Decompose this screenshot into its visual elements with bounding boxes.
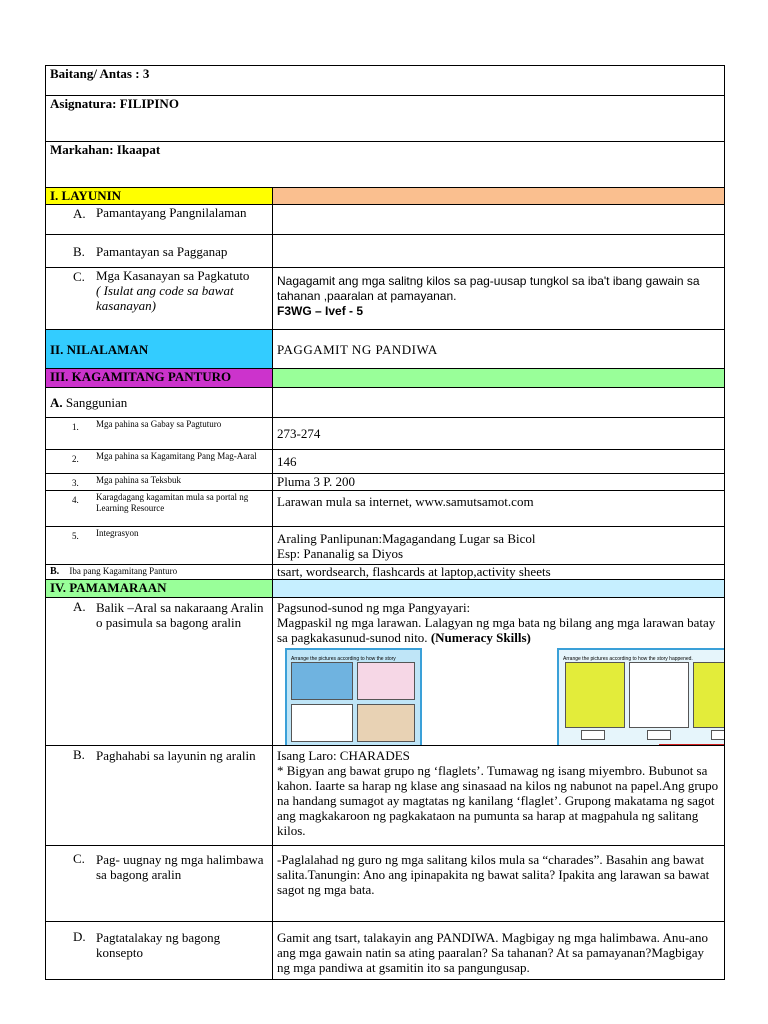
ref-number: 2. bbox=[72, 454, 79, 464]
ref-value: 146 bbox=[273, 450, 725, 474]
ref-row bbox=[46, 474, 725, 491]
ref-label-cell bbox=[46, 527, 273, 565]
pag-uugnay-label: Pag- uugnay ng mga halimbawa sa bagong aralin bbox=[96, 852, 264, 882]
layunin-header-row bbox=[46, 188, 725, 205]
kasanayan-cell bbox=[46, 268, 273, 330]
pagtatalakay-cell bbox=[46, 922, 273, 980]
scene-yawn-image bbox=[291, 704, 353, 742]
sequencing-pictures bbox=[277, 645, 720, 745]
ref-label: Mga pahina sa Kagamitang Pang Mag-Aaral bbox=[96, 451, 257, 461]
item-letter: B. bbox=[50, 566, 60, 577]
ref-number: 5. bbox=[72, 531, 79, 541]
charades-instructions: * Bigyan ang bawat grupo ng ‘flaglets’. Tumawag ng isang miyembro. Bubunot sa kahon. Iaarte sa harap ng klase ang sinasaad na kilos ng nabunot na papel.Ang grupo na handang sumagot ay magtatas ng kanilang ‘flaglet’. Grupong makatama ng sagot ang magkakaroon ng pagkakataon na pumunta sa harap at magpahula ng salitang kilos. bbox=[277, 763, 719, 838]
paghahabi-row bbox=[46, 746, 725, 846]
kagamitan-heading: III. KAGAMITANG PANTURO bbox=[46, 369, 273, 388]
ref-label: Mga pahina sa Gabay sa Pagtuturo bbox=[96, 419, 222, 429]
sanggunian-cell bbox=[46, 388, 273, 418]
subject-row bbox=[46, 96, 725, 142]
ref-label-cell bbox=[46, 418, 273, 450]
integrasyon-ap: Araling Panlipunan:Magagandang Lugar sa Bicol bbox=[277, 531, 536, 546]
lesson-plan-table bbox=[45, 65, 725, 980]
kagamitan-header-fill bbox=[273, 369, 725, 388]
ref-value: Larawan mula sa internet, www.samutsamot.com bbox=[273, 491, 725, 527]
kasanayan-note: ( Isulat ang code sa bawat kasanayan) bbox=[96, 283, 234, 313]
ref-label: Mga pahina sa Teksbuk bbox=[96, 475, 181, 485]
quarter-row bbox=[46, 142, 725, 188]
pamantayang-pangnilalaman-value bbox=[273, 205, 725, 235]
balik-aral-instructions: Magpaskil ng mga larawan. Lalagyan ng mga bata ng bilang ang mga larawan batay sa pagkakasunud-sunod nito. bbox=[277, 615, 716, 645]
scene-window-image bbox=[291, 662, 353, 700]
kasanayan-label: Mga Kasanayan sa Pagkatuto bbox=[96, 268, 250, 283]
pamantayan-pagganap-value bbox=[273, 235, 725, 268]
scene-boy-image bbox=[357, 662, 415, 700]
pag-uugnay-row bbox=[46, 846, 725, 922]
nilalaman-value: PAGGAMIT NG PANDIWA bbox=[273, 330, 725, 369]
ref-label: Integrasyon bbox=[96, 528, 139, 538]
balik-aral-cell bbox=[46, 598, 273, 746]
pagtatalakay-row bbox=[46, 922, 725, 980]
layunin-heading: I. LAYUNIN bbox=[46, 188, 273, 205]
scene-child-1-image bbox=[565, 662, 625, 728]
pag-uugnay-cell bbox=[46, 846, 273, 922]
charades-title: Isang Laro: CHARADES bbox=[277, 748, 410, 763]
answer-box bbox=[711, 730, 725, 740]
nilalaman-heading: II. NILALAMAN bbox=[46, 330, 273, 369]
item-letter: B. bbox=[73, 244, 85, 259]
answer-box bbox=[581, 730, 605, 740]
item-letter: B. bbox=[73, 747, 85, 762]
pagtatalakay-value-cell bbox=[273, 922, 725, 980]
ref-label-cell bbox=[46, 491, 273, 527]
grade-row bbox=[46, 66, 725, 96]
iba-pang-kagamitan-row bbox=[46, 565, 725, 580]
balik-aral-title: Pagsunod-sunod ng mga Pangyayari: bbox=[277, 600, 471, 615]
ref-label: Karagdagang kagamitan mula sa portal ng Learning Resource bbox=[96, 492, 249, 513]
kasanayan-value: Nagagamit ang mga salitng kilos sa pag-uusap tungkol sa iba't ibang gawain sa tahanan ,paaralan at pamayanan. bbox=[277, 274, 700, 303]
balik-aral-row bbox=[46, 598, 725, 746]
scene-child-2-image bbox=[629, 662, 689, 728]
iba-pang-kagamitan-value: tsart, wordsearch, flashcards at laptop,activity sheets bbox=[273, 565, 725, 580]
pamantayang-pangnilalaman-label: Pamantayang Pangnilalaman bbox=[96, 205, 247, 220]
ref-value: Pluma 3 P. 200 bbox=[273, 474, 725, 491]
pag-uugnay-value: -Paglalahad ng guro ng mga salitang kilos mula sa “charades”. Basahin ang bawat salita.Tanungin: Ano ang ipinapakita ng bawat salita? Ipakita ang larawan sa bawat sagot ng mga bata. bbox=[273, 846, 725, 922]
kagamitan-header-row bbox=[46, 369, 725, 388]
ref-row bbox=[46, 418, 725, 450]
sequence-picture-right bbox=[557, 648, 725, 746]
paghahabi-value-cell bbox=[273, 746, 725, 846]
sanggunian-label: Sanggunian bbox=[65, 395, 128, 410]
ref-row bbox=[46, 450, 725, 474]
ref-number: 4. bbox=[72, 495, 79, 505]
paghahabi-cell bbox=[46, 746, 273, 846]
integrasyon-value-cell bbox=[273, 527, 725, 565]
layunin-header-fill bbox=[273, 188, 725, 205]
layunin-a-row bbox=[46, 205, 725, 235]
grade-label: Baitang/ Antas : 3 bbox=[46, 66, 725, 96]
picture-title: Arrange the pictures according to how the story happened. bbox=[563, 656, 693, 662]
iba-pang-kagamitan-label: Iba pang Kagamitang Panturo bbox=[69, 566, 178, 576]
pagtatalakay-label: Pagtatalakay ng bagong konsepto bbox=[96, 930, 221, 960]
ref-value: 273-274 bbox=[273, 418, 725, 450]
scene-bed-image bbox=[357, 704, 415, 742]
pamantayang-pangnilalaman-cell bbox=[46, 205, 273, 235]
ref-label-cell bbox=[46, 450, 273, 474]
item-letter: A. bbox=[73, 206, 86, 221]
sequence-picture-left bbox=[285, 648, 422, 746]
sanggunian-value bbox=[273, 388, 725, 418]
pamantayan-pagganap-cell bbox=[46, 235, 273, 268]
integrasyon-esp: Esp: Pananalig sa Diyos bbox=[277, 546, 404, 561]
sanggunian-row bbox=[46, 388, 725, 418]
item-letter: A. bbox=[73, 599, 86, 614]
pamamaraan-header-fill bbox=[273, 580, 725, 598]
kasanayan-code: F3WG – Ivef - 5 bbox=[277, 304, 364, 318]
item-letter: C. bbox=[73, 269, 85, 284]
balik-aral-value-cell bbox=[273, 598, 725, 746]
iba-pang-kagamitan-cell bbox=[46, 565, 273, 580]
picture-title: Arrange the pictures according to how the story bbox=[291, 656, 396, 662]
layunin-b-row bbox=[46, 235, 725, 268]
numeracy-skills-label: (Numeracy Skills) bbox=[430, 630, 531, 645]
ref-number: 3. bbox=[72, 478, 79, 488]
pamamaraan-heading: IV. PAMAMARAAN bbox=[46, 580, 273, 598]
kasanayan-value-cell bbox=[273, 268, 725, 330]
item-letter: D. bbox=[73, 929, 86, 944]
answer-box bbox=[647, 730, 671, 740]
paghahabi-label: Paghahabi sa layunin ng aralin bbox=[96, 748, 256, 763]
subject-label: Asignatura: FILIPINO bbox=[46, 96, 725, 142]
item-letter: A. bbox=[50, 395, 63, 410]
pamamaraan-header-row bbox=[46, 580, 725, 598]
nilalaman-row bbox=[46, 330, 725, 369]
ref-number: 1. bbox=[72, 422, 79, 432]
pagtatalakay-value: Gamit ang tsart, talakayin ang PANDIWA. Magbigay ng mga halimbawa. Anu-ano ang mga gawain natin sa ating paaralan? Sa tahanan? At sa pamayanan?Magbigay ng mga pandiwa at gsamitin ito sa pangungusap. bbox=[277, 930, 708, 975]
layunin-c-row bbox=[46, 268, 725, 330]
item-letter: C. bbox=[73, 851, 85, 866]
ref-label-cell bbox=[46, 474, 273, 491]
pamantayan-pagganap-label: Pamantayan sa Pagganap bbox=[96, 243, 228, 259]
balik-aral-label: Balik –Aral sa nakaraang Aralin o pasimula sa bagong aralin bbox=[96, 600, 264, 630]
scene-child-3-image bbox=[693, 662, 725, 728]
quarter-label: Markahan: Ikaapat bbox=[46, 142, 725, 188]
ref-row bbox=[46, 491, 725, 527]
ref-row bbox=[46, 527, 725, 565]
